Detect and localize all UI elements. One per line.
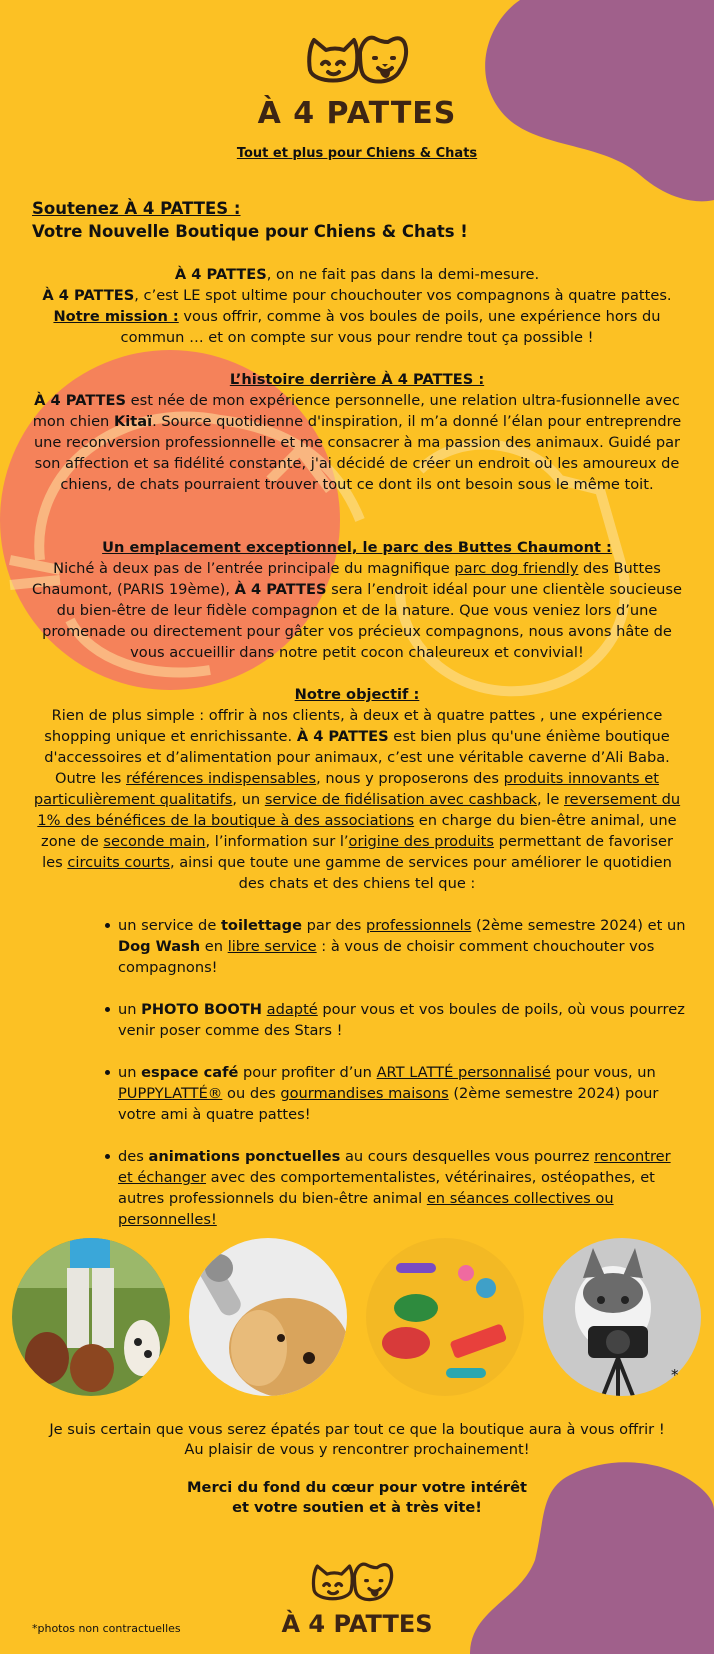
objectif-u1: références indispensables — [126, 770, 317, 787]
parc-dog-friendly: parc dog friendly — [454, 560, 579, 577]
emplacement-text — [30, 558, 684, 663]
histoire-brand: À 4 PATTES — [34, 392, 126, 409]
list-item — [118, 1062, 688, 1125]
emplacement-heading: Un emplacement exceptionnel, le parc des Buttes Chaumont : — [102, 539, 612, 556]
mission-label: Notre mission : — [53, 308, 179, 325]
emplacement-text-2: des Buttes Chaumont, (PARIS 19ème), — [31, 560, 661, 598]
footnote: *photos non contractuelles — [32, 1622, 181, 1635]
bullet-3-text-d: pour vous, un — [550, 1064, 656, 1081]
bullet-3-text-f: (2ème semestre 2024) pour votre ami à quatre pattes! — [118, 1085, 659, 1123]
bullet-3-underline-3: gourmandises maisons — [280, 1085, 449, 1102]
emplacement-text-1: Niché à deux pas de l’entrée principale du magnifique — [53, 560, 455, 577]
objectif-t9: , ainsi que toute une gamme de services pour améliorer le quotidien des chats et des chiens tel que : — [169, 854, 672, 892]
objectif-u7: circuits courts — [67, 854, 170, 871]
bullet-3-underline-1: ART LATTÉ personnalisé — [376, 1064, 551, 1081]
bullet-4-text-d: avec des comportementalistes, vétérinaires, ostéopathes, et autres professionnels du bien-être animal — [118, 1169, 655, 1207]
intro-line-2-bold: À 4 PATTES — [42, 287, 135, 304]
histoire-text-2: . Source quotidienne d'inspiration, il m’a donné l’élan pour entreprendre une reconversion professionnelle et me consacrer à ma passion des animaux. Guidé par son affection et sa fidélité constante, j'ai décidé de créer un endroit où les amoureux de chiens, de chats pourraient trouver tout ce dont ils ont besoin sous le même toit. — [33, 413, 682, 493]
bullet-4-text-c: au cours desquelles vous pourrez — [340, 1148, 595, 1165]
objectif-heading: Notre objectif : — [294, 686, 420, 703]
bullet-1-text-c: par des — [302, 917, 366, 934]
intro-line-2 — [30, 285, 684, 306]
objectif-u4: reversement du 1% des bénéfices de la boutique à des associations — [37, 791, 681, 829]
intro-title-line1: Soutenez À 4 PATTES : — [32, 199, 241, 218]
histoire-text-1: est née de mon expérience personnelle, une relation ultra-fusionnelle avec mon chien — [32, 392, 680, 430]
closing-l2: Au plaisir de vous y rencontrer prochainement! — [184, 1441, 530, 1458]
intro-line-3 — [30, 306, 684, 348]
objectif-t1: Rien de plus simple : offrir à nos clients, à deux et à quatre pattes , une expérience shopping unique et enrichissante. — [44, 707, 663, 745]
services-list — [118, 915, 688, 1251]
bullet-4-bold-1: animations ponctuelles — [148, 1148, 341, 1165]
bullet-1-bold-1: toilettage — [220, 917, 302, 934]
intro-paragraph — [30, 264, 684, 348]
bullet-3-bold-1: espace café — [141, 1064, 239, 1081]
photo-dogs-walk — [12, 1238, 170, 1396]
bullet-1-text-f: : à vous de choisir comment chouchouter vos compagnons! — [118, 938, 655, 976]
bullet-3-text-e: ou des — [222, 1085, 281, 1102]
objectif-u3: service de fidélisation avec cashback — [264, 791, 538, 808]
emplacement-text-3: sera l’endroit idéal pour une clientèle soucieuse du bien-être de leur fidèle compagnon et de la nature. Que vous veniez lors d’une promenade ou directement pour gâter vos précieux compagnons, nous avons hâte de vous accueillir dans notre petit cocon chaleureux et convivial! — [42, 581, 683, 661]
intro-line-2-text: , c’est LE spot ultime pour chouchouter vos compagnons à quatre pattes. — [134, 287, 672, 304]
mission-text: vous offrir, comme à vos boules de poils, une expérience hors du commun … et on compte sur vous pour rendre tout ça possible ! — [120, 308, 661, 346]
objectif-brand: À 4 PATTES — [296, 728, 389, 745]
intro-line-1 — [30, 264, 684, 285]
histoire-section — [30, 369, 684, 495]
bullet-2-underline-1: adapté — [266, 1001, 318, 1018]
objectif-u5: seconde main — [103, 833, 206, 850]
intro-line-1-bold: À 4 PATTES — [174, 266, 267, 283]
intro-line-1-text: , on ne fait pas dans la demi-mesure. — [266, 266, 540, 283]
photo-dog-grooming — [189, 1238, 347, 1396]
bullet-1-underline-2: libre service — [227, 938, 317, 955]
bullet-4-underline-1: rencontrer et échanger — [118, 1148, 671, 1186]
photo-pet-accessories — [366, 1238, 524, 1396]
objectif-text — [30, 705, 684, 894]
objectif-t4: , un — [232, 791, 265, 808]
footer-brand-title: À 4 PATTES — [281, 1610, 433, 1638]
bullet-3-text-c: pour profiter d’un — [238, 1064, 377, 1081]
emplacement-brand: À 4 PATTES — [234, 581, 327, 598]
list-item — [118, 1146, 688, 1230]
bullet-2-bold-1: PHOTO BOOTH — [141, 1001, 263, 1018]
objectif-t2: est bien plus qu'une énième boutique d'accessoires et d’alimentation pour animaux, c’est une véritable caverne d’Ali Baba. Outre les — [44, 728, 670, 787]
brand-tagline: Tout et plus pour Chiens & Chats — [236, 146, 478, 161]
footer-cat-dog-logo-icon — [305, 1558, 399, 1608]
objectif-t5: , le — [537, 791, 564, 808]
list-item — [118, 915, 688, 978]
objectif-u6: origine des produits — [348, 833, 494, 850]
brand-title: À 4 PATTES — [257, 96, 457, 131]
objectif-t6: en charge du bien-être animal, une zone de — [41, 812, 677, 850]
bullet-2-text-a: un — [118, 1001, 142, 1018]
cat-dog-logo-icon — [302, 30, 412, 92]
intro-title-line2: Votre Nouvelle Boutique pour Chiens & Chats ! — [32, 222, 468, 241]
bullet-3-text-a: un — [118, 1064, 142, 1081]
bullet-1-underline-1: professionnels — [365, 917, 472, 934]
bullet-4-underline-2: en séances collectives ou personnelles! — [118, 1190, 614, 1228]
bullet-1-text-a: un service de — [118, 917, 221, 934]
objectif-u2: produits innovants et particulièrement qualitatifs — [33, 770, 659, 808]
objectif-t8: permettant de favoriser les — [42, 833, 673, 871]
histoire-text — [30, 390, 684, 495]
photo-asterisk: * — [671, 1366, 679, 1384]
objectif-section — [30, 684, 684, 894]
bullet-3-underline-2: PUPPYLATTÉ® — [118, 1085, 223, 1102]
emplacement-section — [30, 537, 684, 663]
intro-title — [32, 197, 468, 243]
closing-l1: Je suis certain que vous serez épatés par tout ce que la boutique aura à vous offrir ! — [49, 1421, 665, 1438]
bullet-4-text-a: des — [118, 1148, 149, 1165]
objectif-t7: , l’information sur l’ — [205, 833, 349, 850]
bullet-1-bold-2: Dog Wash — [118, 938, 201, 955]
bullet-2-text-d: pour vous et vos boules de poils, où vous pourrez venir poser comme des Stars ! — [118, 1001, 685, 1039]
bullet-1-text-e: en — [200, 938, 228, 955]
closing-l4: et votre soutien et à très vite! — [232, 1499, 482, 1516]
closing-l3: Merci du fond du cœur pour votre intérêt — [187, 1479, 527, 1496]
histoire-heading: L’histoire derrière À 4 PATTES : — [229, 371, 485, 388]
list-item — [118, 999, 688, 1041]
bullet-1-text-d: (2ème semestre 2024) et un — [471, 917, 686, 934]
objectif-t3: , nous y proposerons des — [316, 770, 504, 787]
dog-name: Kitaï — [113, 413, 153, 430]
